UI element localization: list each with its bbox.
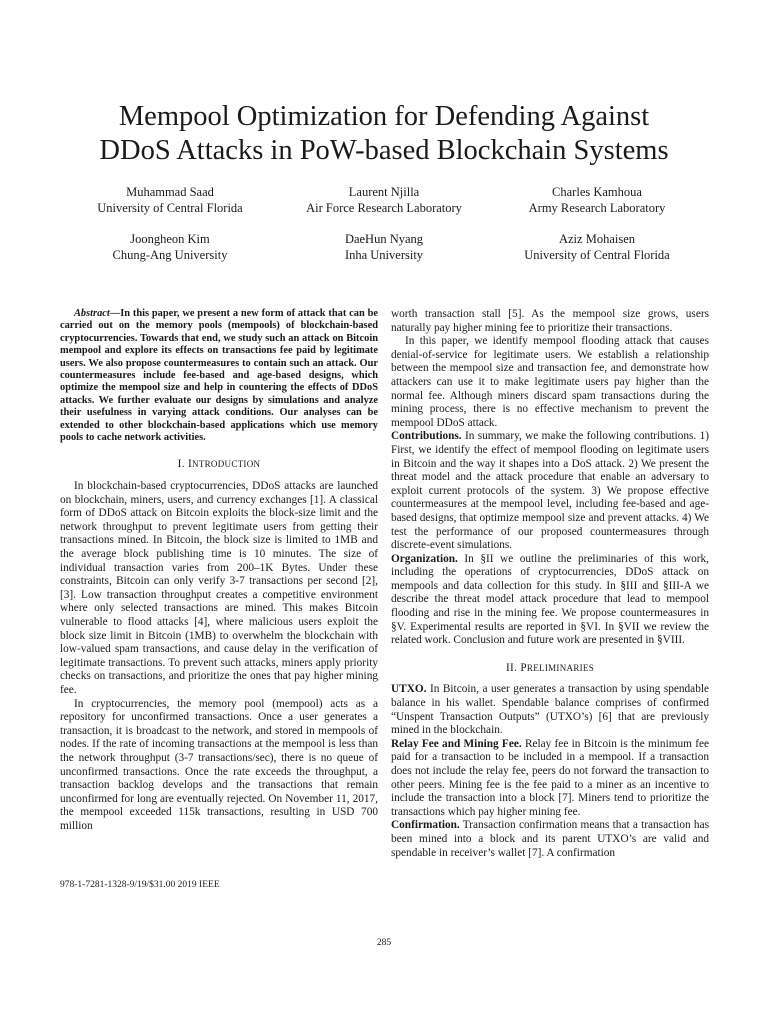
author-block xyxy=(477,184,717,216)
author-block xyxy=(477,231,717,263)
right-column xyxy=(391,308,709,860)
runin-heading: UTXO. xyxy=(391,683,427,696)
author-name: Joongheon Kim xyxy=(130,232,210,246)
author-name: Muhammad Saad xyxy=(126,185,214,199)
paper-title xyxy=(40,100,728,168)
copyright-footer: 978-1-7281-1328-9/19/$31.00 2019 IEEE xyxy=(60,880,220,890)
author-block xyxy=(50,184,290,216)
paragraph: worth transaction stall [5]. As the mempool size grows, users naturally pay higher mining fee to prioritize their transactions. xyxy=(391,308,709,334)
runin-heading: Organization. xyxy=(391,552,458,565)
author-affiliation: Army Research Laboratory xyxy=(528,201,666,215)
paragraph-contributions: Contributions. In summary, we make the following contributions. 1) First, we identify the effect of mempool flooding on legitimate users in Bitcoin and the way it shapes into a DoS attack. 2) We present the threat model and the attack procedure that enable an adversary to exploit current protocols of the system. 3) We propose effective countermeasures at the mempool level, including fee-based and age-based designs, that optimize mempool size and prevent attacks. 4) We test the performance of our proposed countermeasures through discrete-event simulations. xyxy=(391,430,709,552)
paragraph-utxo: UTXO. In Bitcoin, a user generates a transaction by using spendable balance in his wallet. Spendable balance comprises of confirmed “Unspent Transaction Outputs” (UTXO’s) [6] that are previously mined in the blockchain. xyxy=(391,683,709,737)
author-name: Laurent Njilla xyxy=(348,185,420,199)
author-affiliation: Air Force Research Laboratory xyxy=(306,201,462,215)
title-line-2: DDoS Attacks in PoW-based Blockchain Systems xyxy=(99,135,669,166)
section-heading-introduction: I. INTRODUCTION xyxy=(177,458,261,471)
paragraph-confirmation: Confirmation. Transaction confirmation means that a transaction has been mined into a block and its parent UTXO’s are valid and spendable in receiver’s wallet [7]. A confirmation xyxy=(391,819,709,859)
runin-heading: Contributions. xyxy=(391,430,462,443)
paragraph-relay-fee: Relay Fee and Mining Fee. Relay fee in Bitcoin is the minimum fee paid for a transaction to be included in a mempool. If a transaction does not include the relay fee, peers do not forward the transaction to other peers. Mining fee is the fee paid to a miner as an incentive to include the transaction into a block [7]. Miners tend to prioritize the transactions which pay higher mining fee. xyxy=(391,737,709,818)
section-heading-preliminaries: II. PRELIMINARIES xyxy=(505,661,595,674)
author-name: Aziz Mohaisen xyxy=(558,232,636,246)
runin-heading: Confirmation. xyxy=(391,819,460,832)
paragraph: In this paper, we identify mempool flooding attack that causes denial-of-service for legitimate users. We establish a relationship between the mempool size and transaction fee, and demonstrate how attackers can use it to make legitimate users pay higher than the normal fee. Although miners discard spam transactions during the mining process, there is no effective mechanism to prevent the mempool DDoS attack. xyxy=(391,335,709,429)
abstract xyxy=(60,308,378,444)
runin-heading: Relay Fee and Mining Fee. xyxy=(391,737,522,750)
author-block xyxy=(50,231,290,263)
paragraph: In blockchain-based cryptocurrencies, DDoS attacks are launched on blockchain, miners, users, and currency exchanges [1]. A classical form of DDoS attack on Bitcoin exploits the block-size limit and the network throughput to prevent legitimate users from getting their transactions mined. In Bitcoin, the block size is limited to 1MB and the average block publishing time is 10 minutes. The size of individual transaction varies from 200–1K Bytes. Under these constraints, Bitcoin can only verify 3-7 transactions per second [2], [3]. Low transaction throughput creates a competitive environment where only selected transactions are mined. This makes Bitcoin vulnerable to flood attacks [4], where malicious users exploit the block size limit in Bitcoin (1MB) to overwhelm the blockchain with low-valued spam transactions, and cause delay in the verification of legitimate transactions. To prevent such attacks, miners apply priority checks on transactions, and prioritize the ones that pay higher mining fee. xyxy=(60,480,378,696)
author-block xyxy=(264,231,504,263)
abstract-label: Abstract xyxy=(74,308,110,319)
author-block xyxy=(264,184,504,216)
author-affiliation: Inha University xyxy=(344,248,424,262)
author-affiliation: University of Central Florida xyxy=(524,248,670,262)
paragraph: In cryptocurrencies, the memory pool (mempool) acts as a repository for unconfirmed transactions. Once a user generates a transaction, it is broadcast to the network, and stored in mempools of nodes. If the rate of incoming transactions at the mempool is less than the network throughput (3-7 transactions/sec), there is no queue of unconfirmed transactions. Once the rate exceeds the throughput, a transaction backlog develops and the transactions that remain unconfirmed for long are eventually rejected. On November 11, 2017, the mempool exceeded 115k transactions, resulting in USD 700 million xyxy=(60,697,378,832)
page-number: 285 xyxy=(376,938,392,948)
left-column xyxy=(60,308,378,834)
title-line-1: Mempool Optimization for Defending Against xyxy=(118,101,650,132)
abstract-text: —In this paper, we present a new form of attack that can be carried out on the memory pools (mempools) of blockchain-based cryptocurrencies. Towards that end, we study such an attack on Bitcoin mempool and explore its effects on transactions fee paid by legitimate users. We also propose countermeasures to contain such an attack. Our countermeasures include fee-based and age-based designs, which optimize the mempool size and help in countering the effects of DDoS attacks. We further evaluate our designs by simulations and analyze their usefulness in varying attack conditions. Our analyses can be extended to other blockchain-based applications which use memory pools to cache network activities. xyxy=(60,308,378,444)
author-name: Charles Kamhoua xyxy=(552,185,642,199)
author-name: DaeHun Nyang xyxy=(344,232,424,246)
author-affiliation: Chung-Ang University xyxy=(112,248,228,262)
paragraph-organization: Organization. In §II we outline the preliminaries of this work, including the operations of cryptocurrencies, DDoS attack on mempools and data collection for this study. In §III and §III-A we describe the threat model attack procedure that lead to mempool flooding and rise in the mining fee. We propose countermeasures in §V. Experimental results are reported in §VI. In §VII we review the related work. Conclusion and future work are presented in §VIII. xyxy=(391,552,709,647)
author-affiliation: University of Central Florida xyxy=(97,201,243,215)
